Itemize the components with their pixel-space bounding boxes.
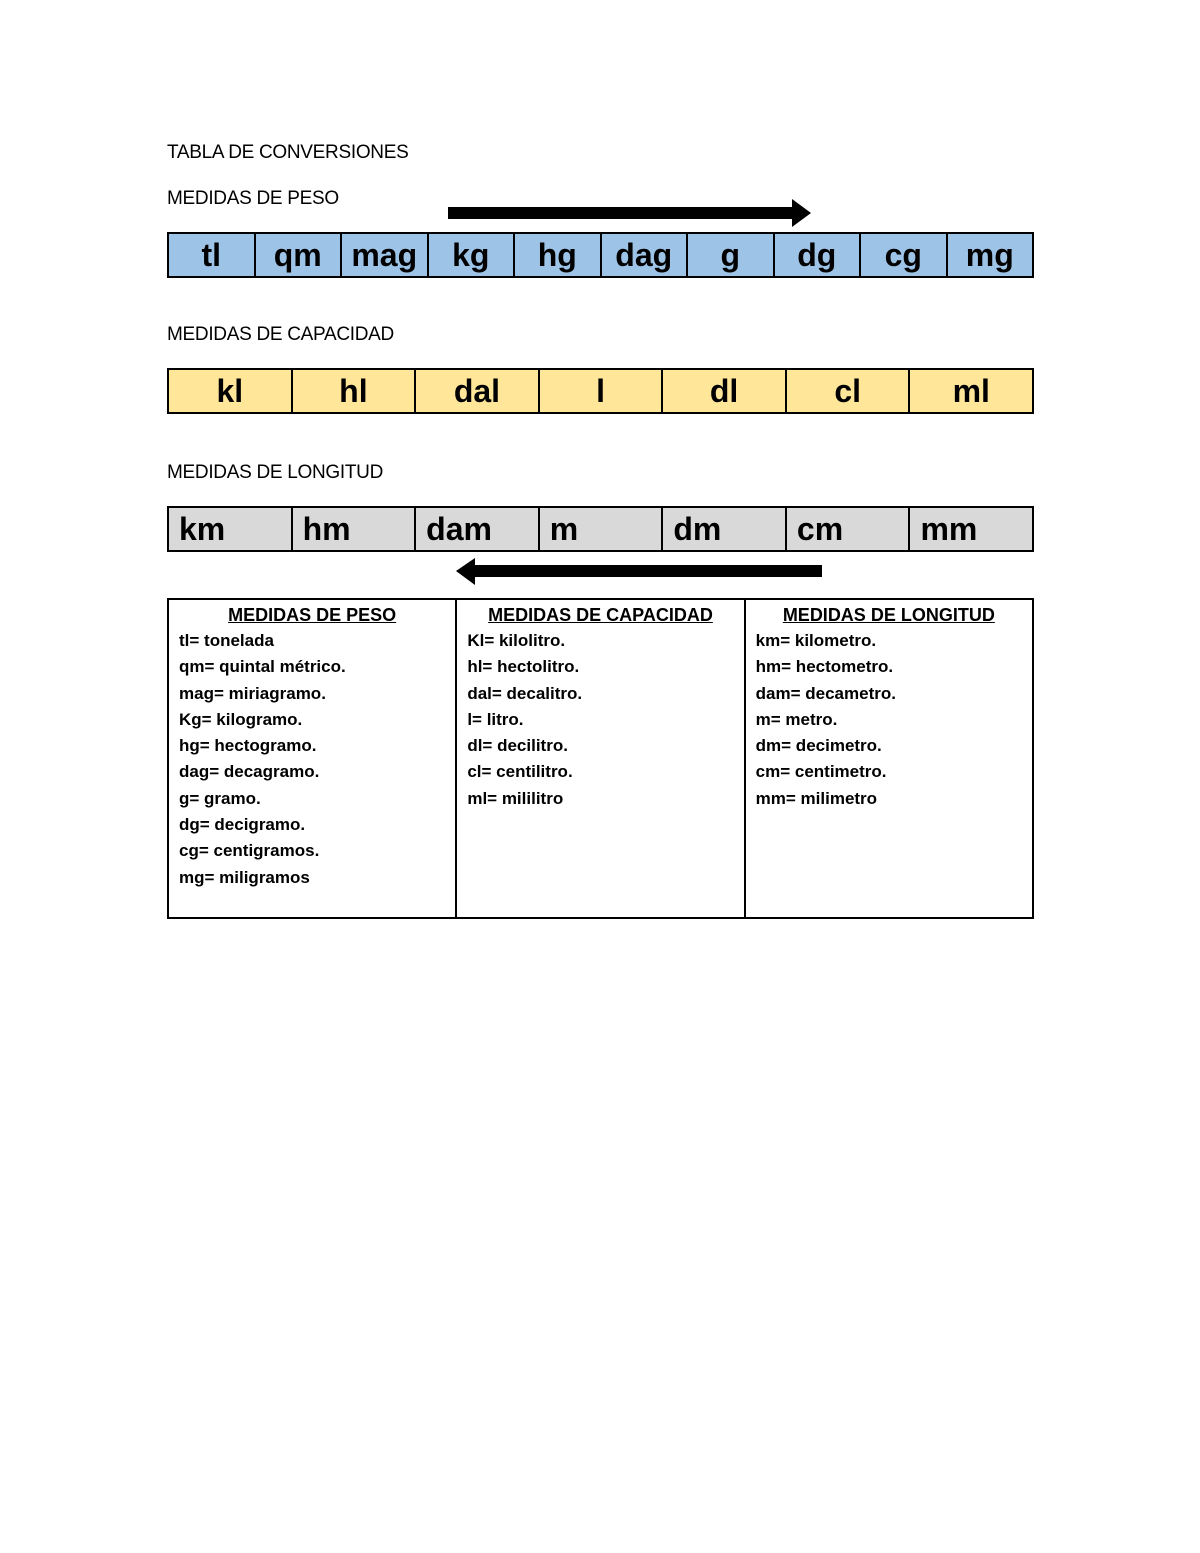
unit-cell: g bbox=[688, 234, 775, 276]
unit-cell: hg bbox=[515, 234, 602, 276]
legend-table bbox=[167, 598, 1034, 919]
legend-item: g= gramo. bbox=[179, 788, 261, 808]
legend-item: cl= centilitro. bbox=[467, 762, 573, 782]
legend-item: ml= mililitro bbox=[467, 788, 564, 808]
unit-cell: m bbox=[540, 508, 664, 550]
unit-cell: mm bbox=[910, 508, 1032, 550]
section-heading-peso: MEDIDAS DE PESO bbox=[167, 188, 339, 209]
unit-cell: kg bbox=[429, 234, 516, 276]
legend-column-peso bbox=[169, 600, 457, 917]
unit-row-longitud bbox=[167, 506, 1034, 552]
legend-item: dam= decametro. bbox=[755, 683, 896, 703]
unit-cell: km bbox=[169, 508, 293, 550]
legend-item: qm= quintal métrico. bbox=[179, 657, 346, 677]
unit-cell: hl bbox=[293, 370, 417, 412]
unit-cell: mag bbox=[342, 234, 429, 276]
arrow-left-icon bbox=[455, 557, 823, 587]
legend-item: mag= miriagramo. bbox=[179, 683, 326, 703]
page-title: TABLA DE CONVERSIONES bbox=[167, 142, 409, 163]
legend-item: km= kilometro. bbox=[755, 631, 877, 650]
legend-item: mg= miligramos bbox=[179, 867, 310, 887]
legend-item: hl= hectolitro. bbox=[467, 657, 580, 677]
legend-item: dag= decagramo. bbox=[179, 762, 320, 782]
unit-cell: cg bbox=[861, 234, 948, 276]
legend-item: dal= decalitro. bbox=[467, 683, 583, 703]
unit-cell: dl bbox=[663, 370, 787, 412]
unit-cell: qm bbox=[256, 234, 343, 276]
legend-item: hm= hectometro. bbox=[755, 657, 894, 677]
unit-row-capacidad bbox=[167, 368, 1034, 414]
unit-cell: hm bbox=[293, 508, 417, 550]
arrow-right-icon bbox=[448, 198, 812, 228]
legend-item: dm= decimetro. bbox=[755, 736, 882, 756]
legend-item: m= metro. bbox=[755, 709, 838, 729]
unit-cell: ml bbox=[910, 370, 1032, 412]
legend-column-capacidad bbox=[457, 600, 745, 917]
unit-cell: l bbox=[540, 370, 664, 412]
legend-title: MEDIDAS DE CAPACIDAD bbox=[488, 605, 713, 625]
unit-cell: cl bbox=[787, 370, 911, 412]
unit-cell: dag bbox=[602, 234, 689, 276]
unit-cell: dam bbox=[416, 508, 540, 550]
legend-item: hg= hectogramo. bbox=[179, 736, 317, 756]
legend-item: cg= centigramos. bbox=[179, 841, 320, 861]
legend-item: Kl= kilolitro. bbox=[467, 631, 566, 650]
unit-row-peso bbox=[167, 232, 1034, 278]
legend-item: l= litro. bbox=[467, 709, 524, 729]
unit-cell: kl bbox=[169, 370, 293, 412]
legend-column-longitud bbox=[746, 600, 1032, 917]
legend-item: dg= decigramo. bbox=[179, 815, 306, 835]
unit-cell: mg bbox=[948, 234, 1033, 276]
unit-cell: cm bbox=[787, 508, 911, 550]
legend-item: Kg= kilogramo. bbox=[179, 709, 303, 729]
legend-title: MEDIDAS DE PESO bbox=[228, 605, 397, 625]
section-heading-longitud: MEDIDAS DE LONGITUD bbox=[167, 462, 383, 483]
legend-item: cm= centimetro. bbox=[755, 762, 887, 782]
legend-item: tl= tonelada bbox=[179, 631, 274, 650]
unit-cell: dal bbox=[416, 370, 540, 412]
unit-cell: tl bbox=[169, 234, 256, 276]
unit-cell: dm bbox=[663, 508, 787, 550]
legend-item: mm= milimetro bbox=[755, 788, 878, 808]
section-heading-capacidad: MEDIDAS DE CAPACIDAD bbox=[167, 324, 394, 345]
legend-item: dl= decilitro. bbox=[467, 736, 568, 756]
unit-cell: dg bbox=[775, 234, 862, 276]
legend-title: MEDIDAS DE LONGITUD bbox=[782, 605, 995, 625]
